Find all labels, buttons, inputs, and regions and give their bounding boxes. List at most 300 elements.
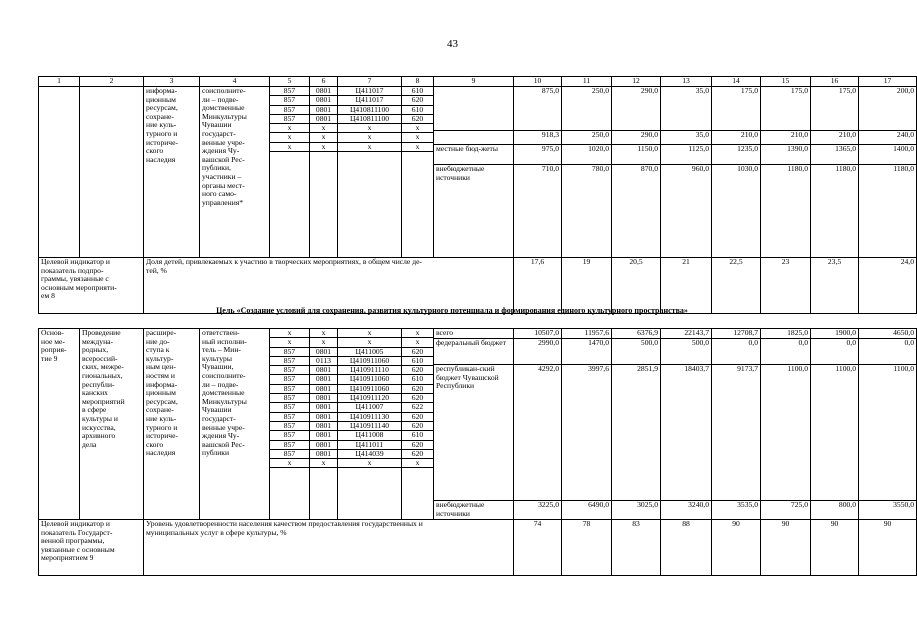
indicator-label-line: мероприятием 9 — [41, 553, 94, 563]
budget-code: x — [310, 124, 337, 133]
column-number: 2 — [80, 77, 144, 87]
cell-text-line: информа- — [146, 379, 178, 389]
cell-text-line: искусства, — [82, 422, 116, 432]
indicator-text-line: муниципальных услуг в сфере культуры, % — [146, 527, 287, 537]
cell-text-line: сохране- — [146, 405, 174, 415]
budget-code: 610 — [402, 357, 433, 366]
budget-code: x — [402, 143, 433, 152]
cell-text-line: мероприятий — [82, 396, 125, 406]
budget-code: 620 — [402, 366, 433, 375]
funding-value: 975,0 — [514, 145, 561, 165]
column-number: 10 — [514, 77, 562, 87]
cell-text-line: ного само- — [202, 189, 237, 199]
column-number: 17 — [859, 77, 917, 87]
budget-code: Ц410911130 — [338, 413, 401, 422]
cell-text-line: ционным — [146, 94, 176, 104]
cell-value — [712, 329, 761, 520]
funding-value: 10507,0 — [514, 329, 561, 339]
funding-value: 250,0 — [562, 131, 611, 145]
budget-code: 857 — [270, 348, 309, 357]
budget-code: 620 — [402, 413, 433, 422]
funding-value: 1100,0 — [811, 365, 858, 501]
cell-text-line: домственные — [202, 103, 245, 113]
budget-code: 0801 — [310, 413, 337, 422]
cell-text-line: турного и — [146, 128, 178, 138]
column-number: 1 — [39, 77, 80, 87]
funding-source — [434, 131, 513, 145]
indicator-value: 20,5 — [612, 258, 661, 314]
column-number: 15 — [761, 77, 811, 87]
indicator-value: 24,0 — [859, 258, 917, 314]
column-number: 5 — [270, 77, 310, 87]
cell-source — [434, 329, 514, 520]
cell-text-line: домственные — [202, 388, 245, 398]
funding-value: 0,0 — [859, 339, 916, 365]
column-number: 6 — [310, 77, 338, 87]
funding-value: 210,0 — [712, 131, 760, 145]
funding-value: 9173,7 — [712, 365, 760, 501]
budget-code: x — [338, 133, 401, 142]
cell-text-line: канских — [82, 388, 108, 398]
cell-text-line: государст- — [202, 413, 236, 423]
indicator-label-line: показатель подпро- — [41, 265, 104, 275]
column-number: 11 — [562, 77, 612, 87]
cell-text-line: ние до- — [146, 336, 170, 346]
column-number: 4 — [200, 77, 270, 87]
budget-code: Ц410811100 — [338, 115, 401, 124]
cell-text-line: всероссий- — [82, 353, 118, 363]
funding-source: местные бюд-жеты — [434, 145, 513, 165]
cell-text-line: роприя- — [41, 345, 67, 355]
budget-code: 0801 — [310, 422, 337, 431]
cell-col4 — [200, 329, 270, 520]
funding-value: 35,0 — [661, 131, 711, 145]
cell-source — [434, 87, 514, 258]
budget-code: 610 — [402, 375, 433, 384]
cell-col3 — [144, 329, 200, 520]
funding-value: 3997,6 — [562, 365, 611, 501]
indicator-label-line: граммы, увязанные с — [41, 274, 109, 284]
cell-value — [859, 329, 917, 520]
budget-code: 0801 — [310, 375, 337, 384]
funding-value: 1180,0 — [787, 164, 808, 173]
column-number: 12 — [612, 77, 661, 87]
budget-code: 857 — [270, 357, 309, 366]
funding-value: 3025,0 — [637, 500, 658, 509]
funding-value: 875,0 — [514, 87, 561, 131]
indicator-text-line: тей, % — [146, 265, 167, 275]
budget-code: 857 — [270, 422, 309, 431]
funding-value: 1180,0 — [835, 164, 856, 173]
budget-code: x — [402, 338, 433, 347]
funding-value: 3535,0 — [737, 500, 758, 509]
budget-table-part-1 — [38, 76, 917, 314]
budget-code: 857 — [270, 431, 309, 440]
budget-code: 857 — [270, 413, 309, 422]
cell-col7 — [338, 329, 402, 520]
cell-text-line: ских, межре- — [82, 362, 124, 372]
cell-text-line: вашской Рес- — [202, 439, 245, 449]
funding-source — [434, 87, 513, 131]
cell-text-line: родных, — [82, 345, 109, 355]
budget-code: x — [270, 124, 309, 133]
budget-code: 0801 — [310, 385, 337, 394]
funding-value: 6490,0 — [588, 500, 609, 509]
budget-code: x — [338, 124, 401, 133]
budget-code: x — [402, 329, 433, 338]
cell-text-line: публики — [202, 448, 230, 458]
budget-code: Ц414039 — [338, 450, 401, 459]
column-number-row — [39, 77, 917, 87]
funding-value: 0,0 — [761, 339, 810, 365]
budget-code: 0801 — [310, 96, 337, 105]
funding-value: 500,0 — [661, 339, 711, 365]
funding-value: 210,0 — [811, 131, 858, 145]
budget-code: 857 — [270, 441, 309, 450]
funding-value: 710,0 — [541, 164, 559, 173]
column-number: 8 — [402, 77, 434, 87]
funding-value: 800,0 — [838, 500, 856, 509]
budget-code: x — [338, 143, 401, 152]
cell-value — [514, 87, 562, 258]
budget-code: x — [310, 329, 337, 338]
budget-code: 857 — [270, 394, 309, 403]
cell-text-line: ние куль- — [146, 413, 177, 423]
funding-value: 1235,0 — [712, 145, 760, 165]
indicator-label-line: Целевой индикатор и — [41, 257, 110, 266]
funding-value: 725,0 — [790, 500, 808, 509]
cell-text-line: ступа к — [146, 345, 170, 355]
cell-text-line: в сфере — [82, 405, 107, 415]
funding-value: 1365,0 — [811, 145, 858, 165]
cell-value — [811, 329, 859, 520]
cell-text-line: Чувашии — [202, 120, 232, 130]
column-number: 13 — [661, 77, 712, 87]
funding-value: 780,0 — [591, 164, 609, 173]
cell-text-line: ционным — [146, 388, 176, 398]
funding-value: 3240,0 — [688, 500, 709, 509]
funding-value: 1825,0 — [761, 329, 810, 339]
cell-value — [612, 329, 661, 520]
funding-value: 1150,0 — [612, 145, 660, 165]
budget-code: 0113 — [310, 357, 337, 366]
cell-text-line: ное ме- — [41, 336, 65, 346]
indicator-value: 78 — [562, 520, 612, 576]
funding-value: 960,0 — [691, 164, 709, 173]
budget-code: Ц410911060 — [338, 385, 401, 394]
cell-text-line: наследия — [146, 448, 176, 458]
cell-col5 — [270, 87, 310, 258]
funding-value: 1125,0 — [661, 145, 711, 165]
funding-value: 2851,9 — [612, 365, 660, 501]
indicator-value: 74 — [514, 520, 562, 576]
funding-value: 175,0 — [761, 87, 810, 131]
funding-value: 4292,0 — [514, 365, 561, 501]
cell-text-line: ли – подве- — [202, 379, 239, 389]
budget-code: 857 — [270, 385, 309, 394]
cell-text-line: республи- — [82, 379, 115, 389]
budget-code: 0801 — [310, 115, 337, 124]
funding-value: 0,0 — [811, 339, 858, 365]
column-number: 9 — [434, 77, 514, 87]
funding-value: 1400,0 — [859, 145, 916, 165]
cell-value — [859, 87, 917, 258]
cell-text-line: турного и — [146, 422, 178, 432]
cell-text-line: историче- — [146, 137, 179, 147]
cell-text-line: Минкультуры — [202, 396, 247, 406]
budget-code: 620 — [402, 394, 433, 403]
indicator-value: 21 — [661, 258, 712, 314]
cell-text-line: культуры и — [82, 413, 118, 423]
budget-code: x — [270, 459, 309, 468]
budget-code: x — [402, 459, 433, 468]
cell-col6 — [310, 329, 338, 520]
cell-text-line: ресурсам, — [146, 396, 178, 406]
cell-text-line: дела — [82, 439, 97, 449]
funding-value: 175,0 — [811, 87, 858, 131]
budget-code: 0801 — [310, 403, 337, 412]
cell-col2 — [80, 329, 144, 520]
funding-value: 250,0 — [562, 87, 611, 131]
budget-code: Ц411008 — [338, 431, 401, 440]
budget-code: x — [310, 459, 337, 468]
indicator-value: 90 — [811, 520, 859, 576]
funding-value: 1100,0 — [761, 365, 810, 501]
budget-code: 0801 — [310, 441, 337, 450]
budget-code: 857 — [270, 96, 309, 105]
indicator-label-line: показатель Государст- — [41, 527, 113, 537]
indicator-label-line: венной программы, — [41, 536, 105, 546]
cell-text-line: органы мест- — [202, 180, 245, 190]
cell-text-line: ответствен- — [202, 328, 240, 337]
cell-text-line: вашской Рес- — [202, 154, 245, 164]
cell-col1 — [39, 87, 80, 258]
budget-code: Ц410911060 — [338, 375, 401, 384]
cell-text-line: Проведение — [82, 328, 121, 337]
cell-value — [661, 329, 712, 520]
cell-text-line: ние куль- — [146, 120, 177, 130]
funding-value: 290,0 — [612, 87, 660, 131]
budget-code: x — [270, 143, 309, 152]
budget-code: Ц410911110 — [338, 366, 401, 375]
budget-code: 0801 — [310, 87, 337, 96]
funding-source: республикан-ский бюджет Чувашской Республики — [434, 365, 513, 501]
indicator-text-line: Уровень удовлетворенности населения качеством предоставления государственных и — [146, 519, 423, 528]
funding-value: 12708,7 — [712, 329, 760, 339]
cell-value — [661, 87, 712, 258]
cell-text-line: управления* — [202, 197, 244, 207]
page-number: 43 — [447, 38, 458, 50]
funding-value: 11957,6 — [562, 329, 611, 339]
funding-value: 175,0 — [712, 87, 760, 131]
indicator-value: 90 — [761, 520, 811, 576]
funding-value: 2990,0 — [514, 339, 561, 365]
cell-text-line: венные учре- — [202, 422, 245, 432]
cell-text-line: гиональных, — [82, 370, 123, 380]
funding-value: 3225,0 — [538, 500, 559, 509]
cell-text-line: ностям и — [146, 370, 175, 380]
budget-code: 610 — [402, 87, 433, 96]
funding-value: 210,0 — [761, 131, 810, 145]
indicator-value: 83 — [612, 520, 661, 576]
indicator-label-line: Целевой индикатор и — [41, 519, 110, 528]
cell-value — [761, 329, 811, 520]
cell-value — [562, 87, 612, 258]
budget-code: 0801 — [310, 348, 337, 357]
budget-code: x — [310, 338, 337, 347]
budget-code: Ц410811100 — [338, 106, 401, 115]
funding-value: 18403,7 — [661, 365, 711, 501]
budget-code: 620 — [402, 441, 433, 450]
cell-text-line: культур- — [146, 353, 174, 363]
budget-code: 0801 — [310, 394, 337, 403]
cell-col8 — [402, 87, 434, 258]
budget-code: Ц411017 — [338, 87, 401, 96]
funding-source: всего — [434, 329, 513, 339]
cell-value — [761, 87, 811, 258]
cell-text-line: ный исполни- — [202, 336, 247, 346]
budget-code: 622 — [402, 403, 433, 412]
funding-value: 3550,0 — [893, 500, 914, 509]
funding-value: 1100,0 — [859, 365, 916, 501]
column-number: 14 — [712, 77, 761, 87]
indicator-text — [144, 520, 514, 576]
indicator-value: 88 — [661, 520, 712, 576]
budget-code: 620 — [402, 348, 433, 357]
budget-code: x — [402, 124, 433, 133]
cell-value — [612, 87, 661, 258]
indicator-label-line: основным мероприяти- — [41, 282, 117, 292]
cell-text-line: ным цен- — [146, 362, 176, 372]
cell-text-line: публики, — [202, 163, 231, 173]
indicator-value: 90 — [712, 520, 761, 576]
budget-table-part-2 — [38, 328, 917, 576]
cell-text-line: ского — [146, 146, 164, 156]
budget-code: 857 — [270, 450, 309, 459]
funding-value: 4650,0 — [859, 329, 916, 339]
budget-code: Ц411007 — [338, 403, 401, 412]
indicator-label-line: увязанные с основным — [41, 544, 115, 554]
table-row — [39, 329, 917, 520]
budget-code: 610 — [402, 431, 433, 440]
funding-value: 870,0 — [640, 164, 658, 173]
cell-text-line: историче- — [146, 431, 179, 441]
indicator-value: 19 — [562, 258, 612, 314]
cell-text-line: участники – — [202, 171, 242, 181]
indicator-value: 90 — [859, 520, 917, 576]
funding-value: 22143,7 — [661, 329, 711, 339]
cell-text-line: ского — [146, 439, 164, 449]
column-number: 7 — [338, 77, 402, 87]
budget-code: x — [310, 133, 337, 142]
budget-code: 620 — [402, 450, 433, 459]
budget-code: 857 — [270, 106, 309, 115]
cell-text-line: ждения Чу- — [202, 146, 240, 156]
cell-text-line: междуна- — [82, 336, 114, 346]
funding-value: 200,0 — [859, 87, 916, 131]
table-row — [39, 87, 917, 258]
budget-code: Ц410911140 — [338, 422, 401, 431]
funding-value: 0,0 — [712, 339, 760, 365]
column-number: 16 — [811, 77, 859, 87]
cell-text-line: Основ- — [41, 328, 64, 337]
budget-code: 857 — [270, 403, 309, 412]
funding-value: 240,0 — [859, 131, 916, 145]
cell-col1 — [39, 329, 80, 520]
cell-col4 — [200, 87, 270, 258]
funding-value: 1470,0 — [562, 339, 611, 365]
budget-code: Ц410911120 — [338, 394, 401, 403]
funding-value: 1030,0 — [737, 164, 758, 173]
budget-code: x — [270, 338, 309, 347]
budget-code: 610 — [402, 106, 433, 115]
cell-text-line: ждения Чу- — [202, 431, 240, 441]
cell-col5 — [270, 329, 310, 520]
cell-value — [562, 329, 612, 520]
indicator-row — [39, 520, 917, 576]
budget-code: x — [270, 329, 309, 338]
cell-text-line: Чувашии — [202, 405, 232, 415]
budget-code: 620 — [402, 96, 433, 105]
cell-text-line: культуры — [202, 353, 232, 363]
cell-value — [811, 87, 859, 258]
cell-col2 — [80, 87, 144, 258]
funding-value: 1180,0 — [893, 164, 914, 173]
indicator-label — [39, 520, 144, 576]
budget-code: Ц411011 — [338, 441, 401, 450]
cell-text-line: информа- — [146, 86, 178, 95]
funding-value: 500,0 — [612, 339, 660, 365]
budget-code: 0801 — [310, 106, 337, 115]
budget-code: 0801 — [310, 431, 337, 440]
column-number: 3 — [144, 77, 200, 87]
cell-col3 — [144, 87, 200, 258]
funding-value: 6376,9 — [612, 329, 660, 339]
budget-code: 0801 — [310, 450, 337, 459]
budget-code: 857 — [270, 87, 309, 96]
budget-code: Ц410911060 — [338, 357, 401, 366]
cell-value — [514, 329, 562, 520]
cell-text-line: государст- — [202, 128, 236, 138]
cell-text-line: тель – Мин- — [202, 345, 241, 355]
budget-code: x — [338, 459, 401, 468]
cell-text-line: наследия — [146, 154, 176, 164]
cell-text-line: соисполните- — [202, 86, 246, 95]
cell-text-line: ресурсам, — [146, 103, 178, 113]
cell-text-line: ли – подве- — [202, 94, 239, 104]
cell-text-line: Чувашии, — [202, 362, 234, 372]
funding-source: внебюджетные источники — [436, 164, 485, 182]
budget-code: 620 — [402, 422, 433, 431]
cell-value — [712, 87, 761, 258]
budget-code: x — [402, 133, 433, 142]
indicator-value: 23,5 — [811, 258, 859, 314]
funding-source: федеральный бюджет — [434, 339, 513, 365]
funding-value: 1900,0 — [811, 329, 858, 339]
funding-value: 1390,0 — [761, 145, 810, 165]
budget-code: 620 — [402, 115, 433, 124]
indicator-text-line: Доля детей, привлекаемых к участию в творческих мероприятиях, в общем числе де- — [146, 257, 422, 266]
budget-code: 857 — [270, 375, 309, 384]
cell-text-line: соисполните- — [202, 370, 246, 380]
cell-text-line: тие 9 — [41, 353, 58, 363]
budget-code: 857 — [270, 366, 309, 375]
indicator-value: 23 — [761, 258, 811, 314]
cell-text-line: архивного — [82, 431, 116, 441]
budget-code: 0801 — [310, 366, 337, 375]
goal-heading: Цель «Создание условий для сохранения, развития культурного потенциала и формирования единого культурного пространства» — [216, 306, 688, 315]
indicator-label-line: ем 8 — [41, 291, 55, 301]
